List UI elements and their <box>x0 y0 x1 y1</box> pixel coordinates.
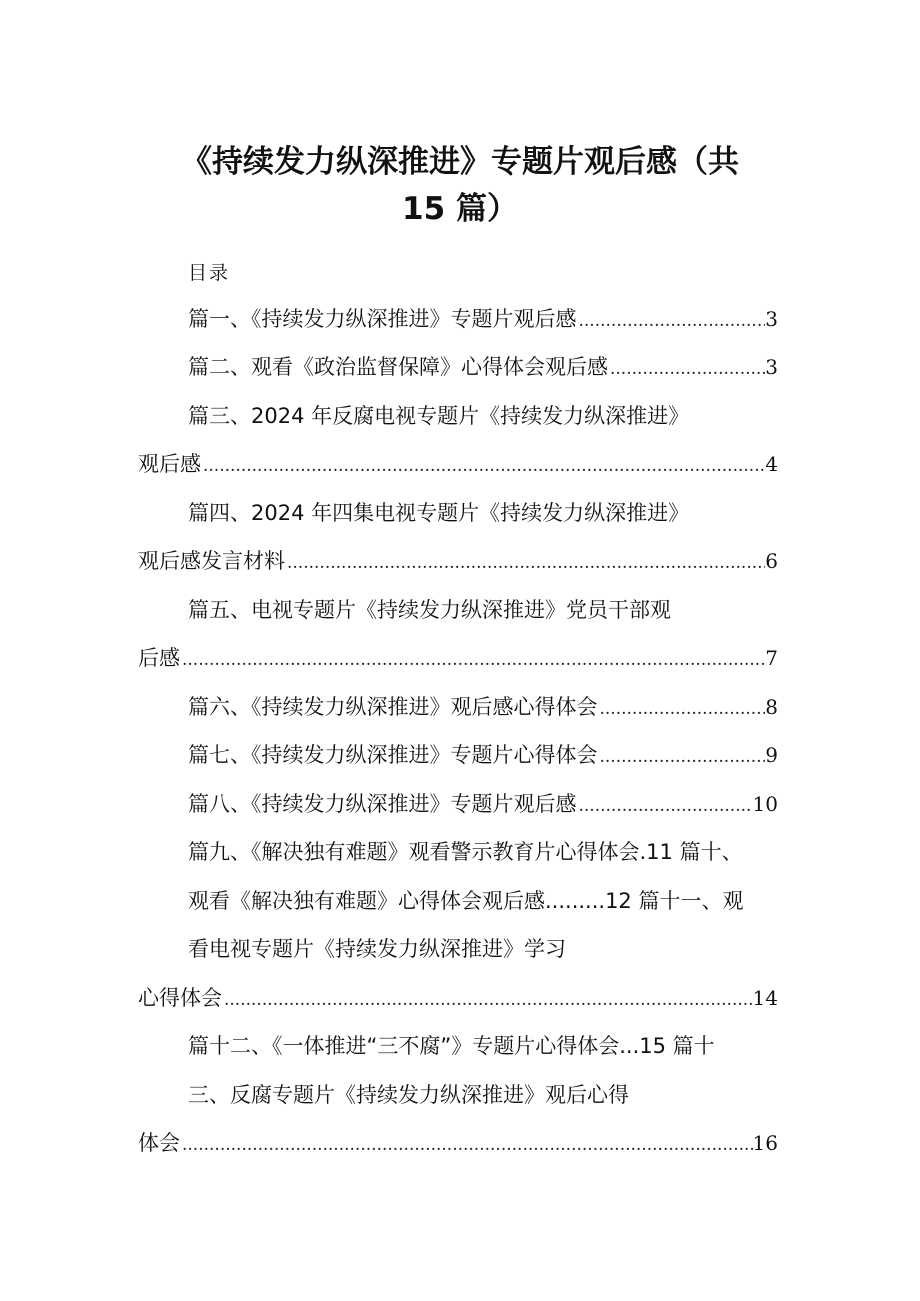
toc-entry-4[interactable] <box>138 546 778 576</box>
toc-entry-1[interactable] <box>188 304 778 334</box>
toc-entry-3[interactable] <box>138 449 778 479</box>
toc-entry-5-line-1[interactable]: 篇五、电视专题片《持续发力纵深推进》党员干部观 <box>188 598 671 622</box>
toc-entry-label: 观后感 <box>138 452 201 476</box>
toc-leader-dots <box>598 742 766 770</box>
toc-heading: 目录 <box>188 262 231 284</box>
toc-leader-dots <box>180 1130 753 1158</box>
toc-entry-label: 心得体会 <box>138 986 222 1010</box>
toc-leader-dots <box>201 451 765 479</box>
toc-entry-9-10[interactable]: 篇九、《解决独有难题》观看警示教育片心得体会.11 篇十、 <box>188 840 743 864</box>
toc-leader-dots <box>222 985 753 1013</box>
toc-entry-page: 8 <box>765 695 778 719</box>
toc-entry-page: 9 <box>765 743 778 767</box>
toc-entry-page: 7 <box>765 646 778 670</box>
toc-entry-page: 10 <box>752 792 778 816</box>
toc-entry-7[interactable] <box>188 740 778 770</box>
toc-entry-4-line-1[interactable]: 篇四、2024 年四集电视专题片《持续发力纵深推进》 <box>188 501 690 525</box>
toc-leader-dots <box>285 548 765 576</box>
toc-entry-5[interactable] <box>138 643 778 673</box>
toc-leader-dots <box>180 645 765 673</box>
toc-entry-label: 观后感发言材料 <box>138 549 285 573</box>
toc-entry-2[interactable] <box>188 352 778 382</box>
toc-leader-dots <box>577 791 753 819</box>
toc-entry-11-line-2[interactable]: 看电视专题片《持续发力纵深推进》学习 <box>188 937 566 961</box>
toc-entry-label: 体会 <box>138 1131 180 1155</box>
toc-entry-12-13[interactable]: 篇十二、《一体推进“三不腐”》专题片心得体会...15 篇十 <box>188 1034 715 1058</box>
toc-entry-page: 16 <box>752 1131 778 1155</box>
toc-entry-label: 篇六、《持续发力纵深推进》观后感心得体会 <box>188 695 598 719</box>
toc-entry-label: 篇二、观看《政治监督保障》心得体会观后感 <box>188 355 608 379</box>
toc-entry-10-11[interactable]: 观看《解决独有难题》心得体会观后感.........12 篇十一、观 <box>188 889 744 913</box>
toc-entry-page: 14 <box>752 986 778 1010</box>
toc-leader-dots <box>608 354 765 382</box>
toc-entry-13-line-2[interactable]: 三、反腐专题片《持续发力纵深推进》观后心得 <box>188 1083 629 1107</box>
toc-entry-6[interactable] <box>188 692 778 722</box>
document-title-line-2: 15 篇） <box>402 191 518 227</box>
toc-entry-page: 6 <box>765 549 778 573</box>
toc-entry-label: 篇八、《持续发力纵深推进》专题片观后感 <box>188 792 577 816</box>
toc-entry-label: 篇七、《持续发力纵深推进》专题片心得体会 <box>188 743 598 767</box>
toc-entry-page: 3 <box>765 355 778 379</box>
toc-entry-3-line-1[interactable]: 篇三、2024 年反腐电视专题片《持续发力纵深推进》 <box>188 404 690 428</box>
toc-entry-label: 后感 <box>138 646 180 670</box>
toc-entry-11[interactable] <box>138 983 778 1013</box>
toc-leader-dots <box>598 694 766 722</box>
toc-entry-13[interactable] <box>138 1128 778 1158</box>
toc-entry-label: 篇一、《持续发力纵深推进》专题片观后感 <box>188 307 577 331</box>
toc-entry-page: 4 <box>765 452 778 476</box>
document-title-line-1: 《持续发力纵深推进》专题片观后感（共 <box>181 144 739 180</box>
toc-leader-dots <box>577 306 766 334</box>
toc-entry-page: 3 <box>765 307 778 331</box>
toc-entry-8[interactable] <box>188 789 778 819</box>
